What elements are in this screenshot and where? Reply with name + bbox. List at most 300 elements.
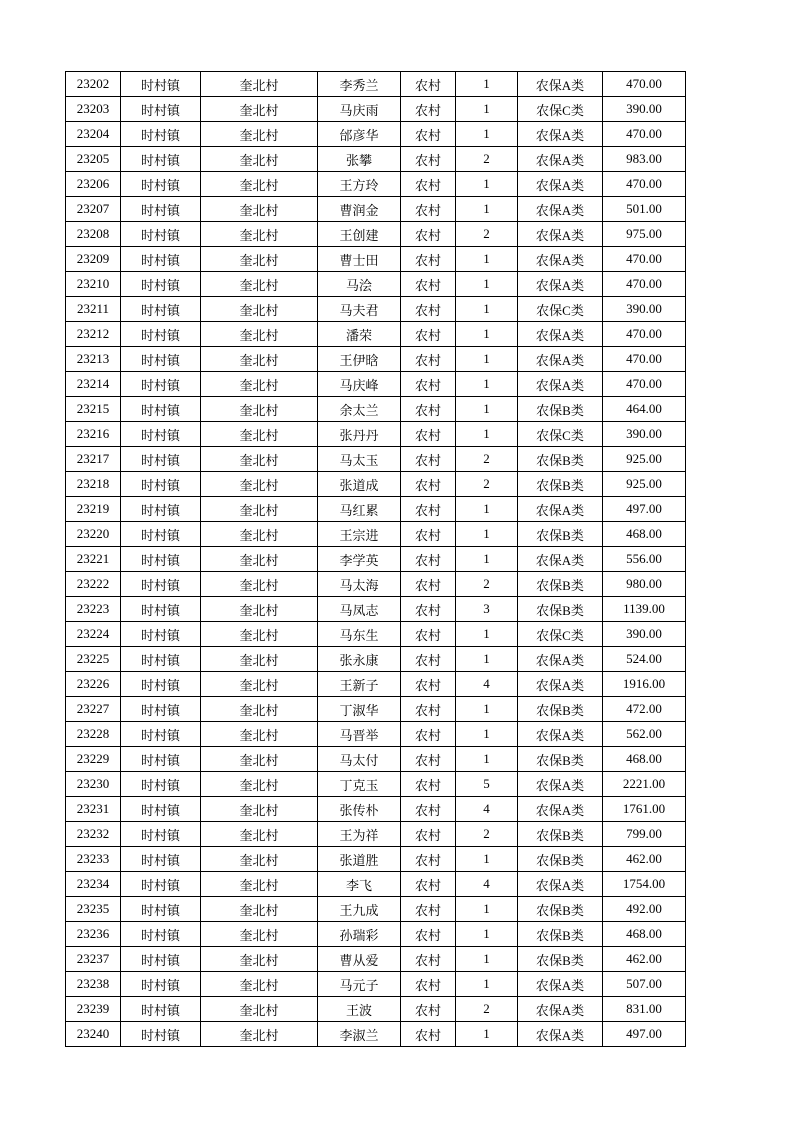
cell-residence-type: 农村 xyxy=(401,947,456,972)
cell-amount: 464.00 xyxy=(603,397,686,422)
cell-amount: 492.00 xyxy=(603,897,686,922)
cell-village: 奎北村 xyxy=(201,197,318,222)
cell-village: 奎北村 xyxy=(201,672,318,697)
cell-person-count: 2 xyxy=(456,572,518,597)
cell-person-count: 1 xyxy=(456,397,518,422)
cell-person-count: 1 xyxy=(456,372,518,397)
cell-insurance-category: 农保B类 xyxy=(518,947,603,972)
cell-village: 奎北村 xyxy=(201,297,318,322)
cell-residence-type: 农村 xyxy=(401,397,456,422)
cell-village: 奎北村 xyxy=(201,497,318,522)
table-row xyxy=(66,272,686,297)
cell-village: 奎北村 xyxy=(201,1022,318,1047)
table-row xyxy=(66,897,686,922)
table-row xyxy=(66,797,686,822)
cell-amount: 983.00 xyxy=(603,147,686,172)
cell-town: 时村镇 xyxy=(121,472,201,497)
cell-residence-type: 农村 xyxy=(401,297,456,322)
cell-town: 时村镇 xyxy=(121,947,201,972)
cell-record-id: 23228 xyxy=(66,722,121,747)
cell-person-name: 王波 xyxy=(318,997,401,1022)
cell-person-count: 2 xyxy=(456,222,518,247)
cell-person-count: 4 xyxy=(456,672,518,697)
cell-person-count: 1 xyxy=(456,1022,518,1047)
cell-insurance-category: 农保C类 xyxy=(518,97,603,122)
cell-record-id: 23231 xyxy=(66,797,121,822)
cell-residence-type: 农村 xyxy=(401,172,456,197)
cell-amount: 468.00 xyxy=(603,747,686,772)
cell-record-id: 23206 xyxy=(66,172,121,197)
cell-insurance-category: 农保A类 xyxy=(518,972,603,997)
cell-person-name: 曹润金 xyxy=(318,197,401,222)
table-row xyxy=(66,947,686,972)
cell-amount: 1916.00 xyxy=(603,672,686,697)
cell-town: 时村镇 xyxy=(121,147,201,172)
cell-town: 时村镇 xyxy=(121,647,201,672)
cell-amount: 497.00 xyxy=(603,1022,686,1047)
cell-town: 时村镇 xyxy=(121,872,201,897)
cell-person-name: 王宗进 xyxy=(318,522,401,547)
cell-amount: 390.00 xyxy=(603,297,686,322)
table-row xyxy=(66,997,686,1022)
cell-person-count: 1 xyxy=(456,897,518,922)
cell-amount: 470.00 xyxy=(603,247,686,272)
cell-village: 奎北村 xyxy=(201,422,318,447)
cell-record-id: 23227 xyxy=(66,697,121,722)
cell-insurance-category: 农保B类 xyxy=(518,922,603,947)
cell-village: 奎北村 xyxy=(201,222,318,247)
cell-insurance-category: 农保A类 xyxy=(518,347,603,372)
cell-town: 时村镇 xyxy=(121,297,201,322)
table-row xyxy=(66,322,686,347)
cell-village: 奎北村 xyxy=(201,997,318,1022)
cell-residence-type: 农村 xyxy=(401,422,456,447)
cell-person-count: 1 xyxy=(456,322,518,347)
table-row xyxy=(66,772,686,797)
cell-amount: 524.00 xyxy=(603,647,686,672)
table-row xyxy=(66,972,686,997)
cell-record-id: 23216 xyxy=(66,422,121,447)
cell-person-name: 曹士田 xyxy=(318,247,401,272)
cell-person-count: 1 xyxy=(456,847,518,872)
cell-person-count: 1 xyxy=(456,522,518,547)
table-row xyxy=(66,697,686,722)
cell-amount: 975.00 xyxy=(603,222,686,247)
cell-insurance-category: 农保A类 xyxy=(518,122,603,147)
cell-village: 奎北村 xyxy=(201,147,318,172)
cell-insurance-category: 农保A类 xyxy=(518,647,603,672)
cell-insurance-category: 农保B类 xyxy=(518,897,603,922)
cell-person-count: 1 xyxy=(456,547,518,572)
cell-insurance-category: 农保B类 xyxy=(518,847,603,872)
cell-insurance-category: 农保B类 xyxy=(518,697,603,722)
cell-person-count: 1 xyxy=(456,422,518,447)
cell-amount: 470.00 xyxy=(603,322,686,347)
cell-village: 奎北村 xyxy=(201,747,318,772)
table-row xyxy=(66,147,686,172)
cell-village: 奎北村 xyxy=(201,347,318,372)
cell-amount: 390.00 xyxy=(603,97,686,122)
cell-insurance-category: 农保B类 xyxy=(518,822,603,847)
table-row xyxy=(66,197,686,222)
cell-person-count: 2 xyxy=(456,997,518,1022)
cell-person-name: 王为祥 xyxy=(318,822,401,847)
cell-record-id: 23215 xyxy=(66,397,121,422)
cell-record-id: 23235 xyxy=(66,897,121,922)
cell-amount: 390.00 xyxy=(603,422,686,447)
table-row xyxy=(66,497,686,522)
cell-amount: 831.00 xyxy=(603,997,686,1022)
cell-record-id: 23240 xyxy=(66,1022,121,1047)
cell-insurance-category: 农保A类 xyxy=(518,1022,603,1047)
cell-amount: 556.00 xyxy=(603,547,686,572)
cell-person-count: 2 xyxy=(456,472,518,497)
cell-person-name: 李飞 xyxy=(318,872,401,897)
cell-amount: 562.00 xyxy=(603,722,686,747)
cell-town: 时村镇 xyxy=(121,997,201,1022)
cell-person-name: 马夫君 xyxy=(318,297,401,322)
cell-insurance-category: 农保A类 xyxy=(518,372,603,397)
cell-person-name: 王创建 xyxy=(318,222,401,247)
table-row xyxy=(66,422,686,447)
cell-person-count: 1 xyxy=(456,922,518,947)
cell-amount: 470.00 xyxy=(603,72,686,97)
cell-person-name: 张攀 xyxy=(318,147,401,172)
table-row xyxy=(66,1022,686,1047)
cell-residence-type: 农村 xyxy=(401,122,456,147)
table-row xyxy=(66,97,686,122)
cell-person-name: 丁淑华 xyxy=(318,697,401,722)
cell-village: 奎北村 xyxy=(201,847,318,872)
cell-person-name: 马红累 xyxy=(318,497,401,522)
table-row xyxy=(66,647,686,672)
cell-person-count: 1 xyxy=(456,647,518,672)
cell-residence-type: 农村 xyxy=(401,572,456,597)
cell-person-name: 王方玲 xyxy=(318,172,401,197)
cell-person-count: 1 xyxy=(456,622,518,647)
cell-amount: 980.00 xyxy=(603,572,686,597)
cell-person-count: 1 xyxy=(456,247,518,272)
cell-town: 时村镇 xyxy=(121,847,201,872)
cell-town: 时村镇 xyxy=(121,497,201,522)
cell-village: 奎北村 xyxy=(201,522,318,547)
cell-person-name: 李淑兰 xyxy=(318,1022,401,1047)
cell-insurance-category: 农保A类 xyxy=(518,172,603,197)
cell-person-count: 1 xyxy=(456,197,518,222)
cell-insurance-category: 农保A类 xyxy=(518,72,603,97)
cell-town: 时村镇 xyxy=(121,822,201,847)
cell-record-id: 23202 xyxy=(66,72,121,97)
cell-amount: 462.00 xyxy=(603,847,686,872)
cell-residence-type: 农村 xyxy=(401,997,456,1022)
table-row xyxy=(66,247,686,272)
cell-residence-type: 农村 xyxy=(401,872,456,897)
cell-village: 奎北村 xyxy=(201,947,318,972)
table-row xyxy=(66,397,686,422)
cell-residence-type: 农村 xyxy=(401,622,456,647)
cell-person-name: 马凤志 xyxy=(318,597,401,622)
cell-insurance-category: 农保A类 xyxy=(518,772,603,797)
cell-record-id: 23238 xyxy=(66,972,121,997)
cell-person-count: 2 xyxy=(456,822,518,847)
cell-town: 时村镇 xyxy=(121,272,201,297)
table-row xyxy=(66,297,686,322)
cell-amount: 472.00 xyxy=(603,697,686,722)
cell-village: 奎北村 xyxy=(201,547,318,572)
cell-record-id: 23221 xyxy=(66,547,121,572)
cell-town: 时村镇 xyxy=(121,622,201,647)
cell-residence-type: 农村 xyxy=(401,497,456,522)
cell-person-name: 王九成 xyxy=(318,897,401,922)
cell-amount: 925.00 xyxy=(603,447,686,472)
cell-residence-type: 农村 xyxy=(401,597,456,622)
table-row xyxy=(66,347,686,372)
cell-person-count: 1 xyxy=(456,97,518,122)
cell-residence-type: 农村 xyxy=(401,847,456,872)
cell-person-count: 4 xyxy=(456,797,518,822)
cell-village: 奎北村 xyxy=(201,372,318,397)
cell-record-id: 23205 xyxy=(66,147,121,172)
cell-person-name: 孙瑞彩 xyxy=(318,922,401,947)
cell-amount: 2221.00 xyxy=(603,772,686,797)
cell-person-count: 1 xyxy=(456,172,518,197)
cell-town: 时村镇 xyxy=(121,97,201,122)
cell-village: 奎北村 xyxy=(201,597,318,622)
table-row xyxy=(66,447,686,472)
cell-town: 时村镇 xyxy=(121,897,201,922)
table-row xyxy=(66,547,686,572)
cell-record-id: 23212 xyxy=(66,322,121,347)
cell-village: 奎北村 xyxy=(201,922,318,947)
cell-town: 时村镇 xyxy=(121,972,201,997)
cell-record-id: 23203 xyxy=(66,97,121,122)
cell-insurance-category: 农保A类 xyxy=(518,247,603,272)
cell-person-name: 李学英 xyxy=(318,547,401,572)
cell-insurance-category: 农保B类 xyxy=(518,397,603,422)
cell-town: 时村镇 xyxy=(121,772,201,797)
cell-amount: 1139.00 xyxy=(603,597,686,622)
cell-amount: 468.00 xyxy=(603,522,686,547)
cell-record-id: 23230 xyxy=(66,772,121,797)
cell-insurance-category: 农保B类 xyxy=(518,747,603,772)
cell-person-name: 马晋举 xyxy=(318,722,401,747)
table-row xyxy=(66,722,686,747)
cell-residence-type: 农村 xyxy=(401,522,456,547)
cell-town: 时村镇 xyxy=(121,522,201,547)
cell-village: 奎北村 xyxy=(201,647,318,672)
cell-person-count: 1 xyxy=(456,947,518,972)
cell-person-name: 张道胜 xyxy=(318,847,401,872)
cell-person-name: 曹从爱 xyxy=(318,947,401,972)
cell-residence-type: 农村 xyxy=(401,797,456,822)
cell-person-count: 1 xyxy=(456,497,518,522)
cell-insurance-category: 农保B类 xyxy=(518,597,603,622)
cell-person-count: 2 xyxy=(456,147,518,172)
cell-record-id: 23233 xyxy=(66,847,121,872)
cell-amount: 799.00 xyxy=(603,822,686,847)
cell-person-name: 张道成 xyxy=(318,472,401,497)
cell-insurance-category: 农保A类 xyxy=(518,722,603,747)
table-row xyxy=(66,122,686,147)
cell-record-id: 23219 xyxy=(66,497,121,522)
cell-record-id: 23226 xyxy=(66,672,121,697)
cell-insurance-category: 农保A类 xyxy=(518,997,603,1022)
table-row xyxy=(66,622,686,647)
cell-town: 时村镇 xyxy=(121,922,201,947)
cell-person-count: 1 xyxy=(456,697,518,722)
cell-village: 奎北村 xyxy=(201,447,318,472)
table-row xyxy=(66,572,686,597)
cell-town: 时村镇 xyxy=(121,797,201,822)
cell-insurance-category: 农保A类 xyxy=(518,222,603,247)
cell-village: 奎北村 xyxy=(201,72,318,97)
cell-amount: 501.00 xyxy=(603,197,686,222)
cell-record-id: 23214 xyxy=(66,372,121,397)
cell-record-id: 23234 xyxy=(66,872,121,897)
cell-amount: 462.00 xyxy=(603,947,686,972)
cell-amount: 1761.00 xyxy=(603,797,686,822)
cell-residence-type: 农村 xyxy=(401,747,456,772)
cell-town: 时村镇 xyxy=(121,1022,201,1047)
cell-person-count: 2 xyxy=(456,447,518,472)
cell-residence-type: 农村 xyxy=(401,672,456,697)
cell-person-count: 4 xyxy=(456,872,518,897)
cell-amount: 470.00 xyxy=(603,347,686,372)
table-row xyxy=(66,72,686,97)
cell-record-id: 23232 xyxy=(66,822,121,847)
cell-insurance-category: 农保A类 xyxy=(518,322,603,347)
cell-record-id: 23229 xyxy=(66,747,121,772)
cell-village: 奎北村 xyxy=(201,622,318,647)
cell-record-id: 23223 xyxy=(66,597,121,622)
cell-person-name: 马元子 xyxy=(318,972,401,997)
cell-town: 时村镇 xyxy=(121,372,201,397)
cell-record-id: 23213 xyxy=(66,347,121,372)
cell-village: 奎北村 xyxy=(201,247,318,272)
cell-residence-type: 农村 xyxy=(401,647,456,672)
table-row xyxy=(66,672,686,697)
cell-person-count: 1 xyxy=(456,747,518,772)
cell-residence-type: 农村 xyxy=(401,697,456,722)
cell-residence-type: 农村 xyxy=(401,447,456,472)
cell-town: 时村镇 xyxy=(121,247,201,272)
cell-insurance-category: 农保A类 xyxy=(518,147,603,172)
cell-record-id: 23218 xyxy=(66,472,121,497)
cell-person-name: 马浍 xyxy=(318,272,401,297)
cell-village: 奎北村 xyxy=(201,272,318,297)
cell-record-id: 23225 xyxy=(66,647,121,672)
table-row xyxy=(66,372,686,397)
cell-town: 时村镇 xyxy=(121,697,201,722)
cell-record-id: 23222 xyxy=(66,572,121,597)
cell-person-name: 张传朴 xyxy=(318,797,401,822)
cell-residence-type: 农村 xyxy=(401,472,456,497)
cell-town: 时村镇 xyxy=(121,347,201,372)
cell-village: 奎北村 xyxy=(201,397,318,422)
cell-town: 时村镇 xyxy=(121,72,201,97)
table-row xyxy=(66,922,686,947)
table-row xyxy=(66,222,686,247)
cell-insurance-category: 农保A类 xyxy=(518,872,603,897)
cell-town: 时村镇 xyxy=(121,747,201,772)
cell-person-name: 李秀兰 xyxy=(318,72,401,97)
cell-person-name: 张永康 xyxy=(318,647,401,672)
cell-town: 时村镇 xyxy=(121,597,201,622)
cell-amount: 470.00 xyxy=(603,172,686,197)
cell-village: 奎北村 xyxy=(201,322,318,347)
cell-residence-type: 农村 xyxy=(401,272,456,297)
cell-amount: 470.00 xyxy=(603,272,686,297)
cell-residence-type: 农村 xyxy=(401,922,456,947)
table-row xyxy=(66,472,686,497)
cell-person-name: 马庆峰 xyxy=(318,372,401,397)
cell-residence-type: 农村 xyxy=(401,722,456,747)
cell-record-id: 23204 xyxy=(66,122,121,147)
cell-village: 奎北村 xyxy=(201,897,318,922)
cell-town: 时村镇 xyxy=(121,422,201,447)
cell-person-count: 1 xyxy=(456,272,518,297)
cell-amount: 390.00 xyxy=(603,622,686,647)
cell-record-id: 23209 xyxy=(66,247,121,272)
cell-record-id: 23207 xyxy=(66,197,121,222)
table-row xyxy=(66,522,686,547)
cell-residence-type: 农村 xyxy=(401,222,456,247)
cell-person-name: 王伊晗 xyxy=(318,347,401,372)
cell-residence-type: 农村 xyxy=(401,322,456,347)
cell-town: 时村镇 xyxy=(121,672,201,697)
cell-person-count: 1 xyxy=(456,347,518,372)
cell-village: 奎北村 xyxy=(201,572,318,597)
table-body xyxy=(66,72,686,1047)
cell-insurance-category: 农保A类 xyxy=(518,497,603,522)
cell-residence-type: 农村 xyxy=(401,97,456,122)
cell-person-count: 1 xyxy=(456,122,518,147)
cell-insurance-category: 农保A类 xyxy=(518,672,603,697)
cell-record-id: 23237 xyxy=(66,947,121,972)
cell-person-name: 马太付 xyxy=(318,747,401,772)
cell-village: 奎北村 xyxy=(201,472,318,497)
cell-amount: 468.00 xyxy=(603,922,686,947)
cell-residence-type: 农村 xyxy=(401,347,456,372)
cell-amount: 470.00 xyxy=(603,372,686,397)
cell-town: 时村镇 xyxy=(121,572,201,597)
cell-insurance-category: 农保B类 xyxy=(518,522,603,547)
cell-insurance-category: 农保A类 xyxy=(518,197,603,222)
cell-village: 奎北村 xyxy=(201,872,318,897)
cell-person-name: 王新子 xyxy=(318,672,401,697)
table-row xyxy=(66,847,686,872)
cell-town: 时村镇 xyxy=(121,222,201,247)
cell-person-name: 马太玉 xyxy=(318,447,401,472)
table-row xyxy=(66,822,686,847)
cell-town: 时村镇 xyxy=(121,172,201,197)
cell-residence-type: 农村 xyxy=(401,1022,456,1047)
cell-residence-type: 农村 xyxy=(401,547,456,572)
cell-town: 时村镇 xyxy=(121,322,201,347)
cell-insurance-category: 农保B类 xyxy=(518,472,603,497)
cell-insurance-category: 农保B类 xyxy=(518,572,603,597)
cell-person-count: 1 xyxy=(456,72,518,97)
cell-residence-type: 农村 xyxy=(401,72,456,97)
cell-insurance-category: 农保B类 xyxy=(518,447,603,472)
table-row xyxy=(66,747,686,772)
cell-town: 时村镇 xyxy=(121,397,201,422)
cell-residence-type: 农村 xyxy=(401,147,456,172)
cell-record-id: 23210 xyxy=(66,272,121,297)
cell-residence-type: 农村 xyxy=(401,247,456,272)
cell-village: 奎北村 xyxy=(201,972,318,997)
pension-table-container xyxy=(65,71,686,1047)
